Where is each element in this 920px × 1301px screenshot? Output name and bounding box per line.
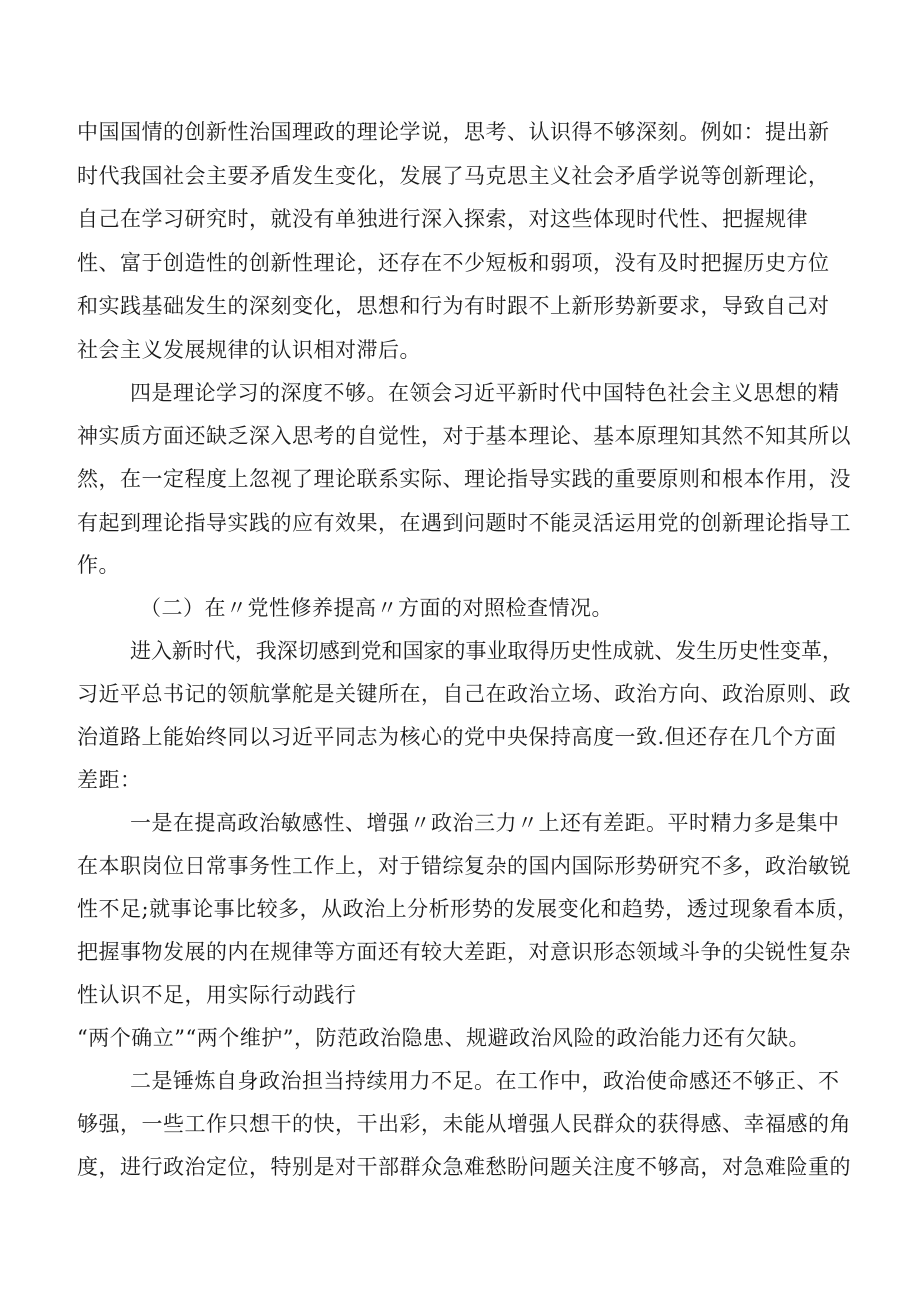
text-line: 有起到理论指导实践的应有效果，在遇到问题时不能灵活运用党的创新理论指导工 bbox=[77, 511, 851, 535]
text-line: 时代我国社会主要矛盾发生变化，发展了马克思主义社会矛盾学说等创新理论， bbox=[77, 164, 830, 188]
text-line: 中国国情的创新性治国理政的理论学说，思考、认识得不够深刻。例如：提出新 bbox=[77, 120, 830, 144]
text-line: 性不足;就事论事比较多，从政治上分析形势的发展变化和趋势，透过现象看本质， bbox=[77, 897, 859, 921]
text-line: 神实质方面还缺乏深入思考的自觉性，对于基本理论、基本原理知其然不知其所以 bbox=[77, 424, 851, 448]
text-line: 习近平总书记的领航掌舵是关键所在，自己在政治立场、政治方向、政治原则、政 bbox=[77, 682, 851, 706]
section-heading: （二）在〃党性修养提高〃方面的对照检查情况。 bbox=[140, 596, 613, 620]
text-line: 把握事物发展的内在规律等方面还有较大差距，对意识形态领域斗争的尖锐性复杂 bbox=[77, 940, 851, 964]
text-line: 和实践基础发生的深刻变化，思想和行为有时跟不上新形势新要求，导致自己对 bbox=[77, 294, 830, 318]
text-line: “两个确立”“两个维护”，防范政治隐患、规避政治风险的政治能力还有欠缺。 bbox=[77, 1026, 810, 1050]
text-line: 够强，一些工作只想干的快，干出彩，未能从增强人民群众的获得感、幸福感的角 bbox=[77, 1112, 851, 1136]
text-line: 度，进行政治定位，特别是对干部群众急难愁盼问题关注度不够高，对急难险重的 bbox=[77, 1155, 851, 1179]
text-line: 自己在学习研究时，就没有单独进行深入探索，对这些体现时代性、把握规律 bbox=[77, 207, 808, 231]
paragraph-first-line: 进入新时代，我深切感到党和国家的事业取得历史性成就、发生历史性变革， bbox=[130, 639, 843, 663]
paragraph-first-line: 一是在提高政治敏感性、增强〃政治三力〃上还有差距。平时精力多是集中 bbox=[130, 811, 840, 835]
text-line: 性认识不足，用实际行动践行 bbox=[77, 983, 357, 1007]
text-line: 差距： bbox=[77, 768, 142, 792]
text-line: 然，在一定程度上忽视了理论联系实际、理论指导实践的重要原则和根本作用，没 bbox=[77, 467, 851, 491]
paragraph-first-line: 二是锤炼自身政治担当持续用力不足。在工作中，政治使命感还不够正、不 bbox=[130, 1069, 840, 1093]
text-line: 社会主义发展规律的认识相对滞后。 bbox=[77, 338, 421, 362]
paragraph-first-line: 四是理论学习的深度不够。在领会习近平新时代中国特色社会主义思想的精 bbox=[130, 381, 840, 405]
text-line: 作。 bbox=[77, 553, 120, 577]
text-line: 治道路上能始终同以习近平同志为核心的党中央保持高度一致.但还存在几个方面 bbox=[77, 725, 837, 749]
text-line: 在本职岗位日常事务性工作上，对于错综复杂的国内国际形势研究不多，政治敏锐 bbox=[77, 854, 851, 878]
text-line: 性、富于创造性的创新性理论，还存在不少短板和弱项，没有及时把握历史方位 bbox=[77, 251, 830, 275]
